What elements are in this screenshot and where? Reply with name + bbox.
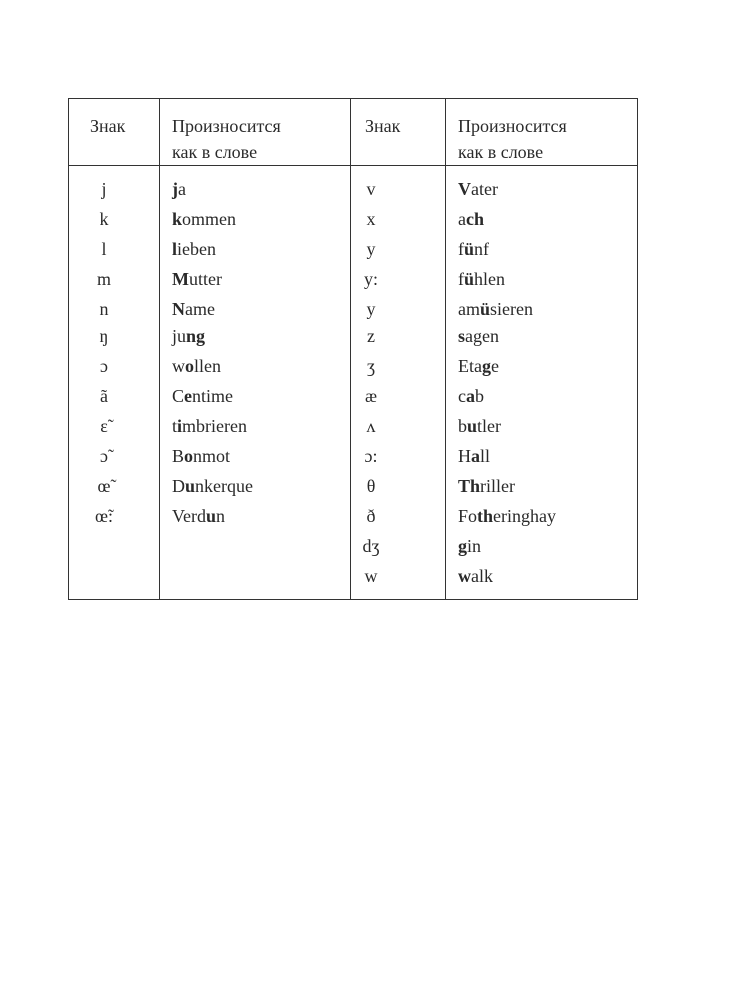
example-word	[458, 505, 556, 527]
ipa-symbol: ɔ̃	[100, 446, 108, 466]
header-sign-left	[90, 113, 125, 139]
example-word-highlight: ü	[464, 269, 475, 289]
ipa-symbol: z	[367, 326, 375, 346]
example-word-suffix: in	[467, 536, 482, 556]
example-word-suffix: ntime	[192, 386, 234, 406]
example-word-prefix: Eta	[458, 356, 482, 376]
ipa-symbol: ð	[366, 506, 376, 526]
example-word-highlight: e	[184, 386, 193, 406]
example-word-suffix: hlen	[474, 269, 506, 289]
example-word	[172, 298, 215, 320]
example-word	[172, 475, 253, 497]
header-pronounced-line2: как в слове	[458, 142, 544, 162]
ipa-symbol: dʒ	[362, 536, 380, 556]
example-word	[172, 385, 233, 407]
example-word	[172, 505, 225, 527]
example-word-highlight: ng	[186, 326, 206, 346]
ipa-symbol: j	[101, 179, 107, 199]
header-sign-right	[365, 113, 400, 139]
example-word-suffix: mbrieren	[182, 416, 247, 436]
example-word-highlight: a	[471, 446, 480, 466]
ipa-symbol: y	[366, 299, 376, 319]
example-word-suffix: ater	[471, 179, 498, 199]
example-word-prefix: B	[172, 446, 185, 466]
example-word-highlight: s	[458, 326, 466, 346]
example-word-highlight: ü	[480, 299, 491, 319]
example-word-suffix: nmot	[193, 446, 231, 466]
example-word	[172, 178, 186, 200]
example-word-prefix: C	[172, 386, 185, 406]
example-word-highlight: l	[172, 239, 178, 259]
column-divider	[159, 99, 160, 599]
example-word	[458, 325, 499, 347]
example-word-suffix: n	[216, 506, 226, 526]
example-word-suffix: tler	[477, 416, 502, 436]
example-word-highlight: w	[458, 566, 471, 586]
example-word-suffix: e	[491, 356, 499, 376]
ipa-symbol: y:	[363, 269, 378, 289]
example-word-highlight: u	[206, 506, 217, 526]
example-word-highlight: V	[458, 179, 471, 199]
example-word-suffix: llen	[194, 356, 221, 376]
example-word	[172, 238, 216, 260]
example-word-prefix: b	[458, 416, 467, 436]
ipa-symbol: æ	[364, 386, 377, 406]
example-word	[172, 325, 205, 347]
example-word-highlight: th	[477, 506, 494, 526]
header-sign-label: Знак	[365, 116, 401, 136]
example-word-suffix: ommen	[182, 209, 237, 229]
example-word-suffix: riller	[480, 476, 516, 496]
example-word	[458, 268, 505, 290]
header-pronounced-right	[458, 113, 567, 165]
ipa-symbol: œ̃	[97, 476, 111, 496]
example-word-highlight: g	[458, 536, 467, 556]
example-word-prefix: H	[458, 446, 471, 466]
example-word-prefix: D	[172, 476, 185, 496]
example-word-highlight: ch	[466, 209, 484, 229]
example-word-highlight: o	[185, 356, 194, 376]
example-word-suffix: nkerque	[195, 476, 253, 496]
example-word-highlight: u	[467, 416, 478, 436]
header-pronounced-line1: Произносится	[458, 116, 567, 136]
header-divider	[69, 165, 637, 166]
example-word	[458, 238, 489, 260]
ipa-symbol: œ̃:	[95, 506, 113, 526]
example-word-prefix: Verd	[172, 506, 206, 526]
example-word-suffix: a	[178, 179, 186, 199]
example-word-prefix: t	[172, 416, 178, 436]
example-word-prefix: c	[458, 386, 466, 406]
ipa-symbol: m	[96, 269, 111, 289]
ipa-symbol: y	[366, 239, 376, 259]
example-word-suffix: utter	[189, 269, 222, 289]
ipa-symbol: ã	[100, 386, 108, 406]
example-word	[458, 298, 533, 320]
ipa-symbol: ʌ	[366, 416, 376, 436]
example-word-prefix: a	[458, 209, 466, 229]
example-word	[458, 565, 493, 587]
example-word-suffix: b	[475, 386, 484, 406]
example-word-suffix: nf	[474, 239, 490, 259]
example-word-suffix: eringhay	[493, 506, 557, 526]
ipa-symbol: k	[99, 209, 109, 229]
ipa-symbol: ŋ	[99, 326, 109, 346]
example-word-highlight: a	[466, 386, 475, 406]
example-word-prefix: f	[458, 269, 464, 289]
header-sign-label: Знак	[90, 116, 126, 136]
ipa-symbol: w	[364, 566, 378, 586]
header-pronounced-line1: Произносится	[172, 116, 281, 136]
example-word-prefix: w	[172, 356, 185, 376]
example-word	[458, 445, 490, 467]
example-word	[172, 268, 222, 290]
example-word-highlight: N	[172, 299, 185, 319]
ipa-symbol: v	[366, 179, 376, 199]
example-word-highlight: ü	[464, 239, 475, 259]
example-word-prefix: am	[458, 299, 480, 319]
example-word-highlight: g	[482, 356, 491, 376]
column-divider	[445, 99, 446, 599]
example-word-highlight: o	[184, 446, 194, 466]
example-word-suffix: alk	[471, 566, 493, 586]
example-word-suffix: agen	[465, 326, 499, 346]
example-word	[172, 415, 247, 437]
example-word	[458, 535, 481, 557]
example-word-highlight: k	[172, 209, 183, 229]
ipa-symbol: x	[366, 209, 376, 229]
example-word-highlight: u	[185, 476, 196, 496]
ipa-symbol: ɔ:	[364, 446, 378, 466]
example-word	[458, 178, 498, 200]
example-word-suffix: sieren	[490, 299, 533, 319]
example-word	[172, 355, 221, 377]
example-word	[458, 208, 484, 230]
example-word-suffix: ame	[185, 299, 215, 319]
example-word	[458, 415, 501, 437]
header-pronounced-left	[172, 113, 281, 165]
example-word-prefix: Fo	[458, 506, 478, 526]
ipa-symbol: ɛ̃	[100, 416, 108, 436]
example-word-highlight: i	[177, 416, 183, 436]
example-word-highlight: Th	[458, 476, 481, 496]
header-pronounced-line2: как в слове	[172, 142, 258, 162]
example-word-prefix: f	[458, 239, 464, 259]
example-word-highlight: j	[172, 179, 178, 199]
example-word-suffix: ieben	[177, 239, 216, 259]
example-word-highlight: M	[172, 269, 189, 289]
example-word	[458, 385, 484, 407]
ipa-symbol: ɔ	[100, 356, 108, 376]
example-word-prefix: ju	[172, 326, 187, 346]
example-word	[172, 445, 230, 467]
ipa-symbol: θ	[366, 476, 376, 496]
example-word	[172, 208, 236, 230]
example-word	[458, 475, 515, 497]
ipa-symbol: ʒ	[367, 356, 375, 376]
ipa-symbol: l	[101, 239, 107, 259]
pronunciation-table	[68, 98, 638, 600]
example-word-suffix: ll	[480, 446, 491, 466]
example-word	[458, 355, 499, 377]
ipa-symbol: n	[99, 299, 109, 319]
